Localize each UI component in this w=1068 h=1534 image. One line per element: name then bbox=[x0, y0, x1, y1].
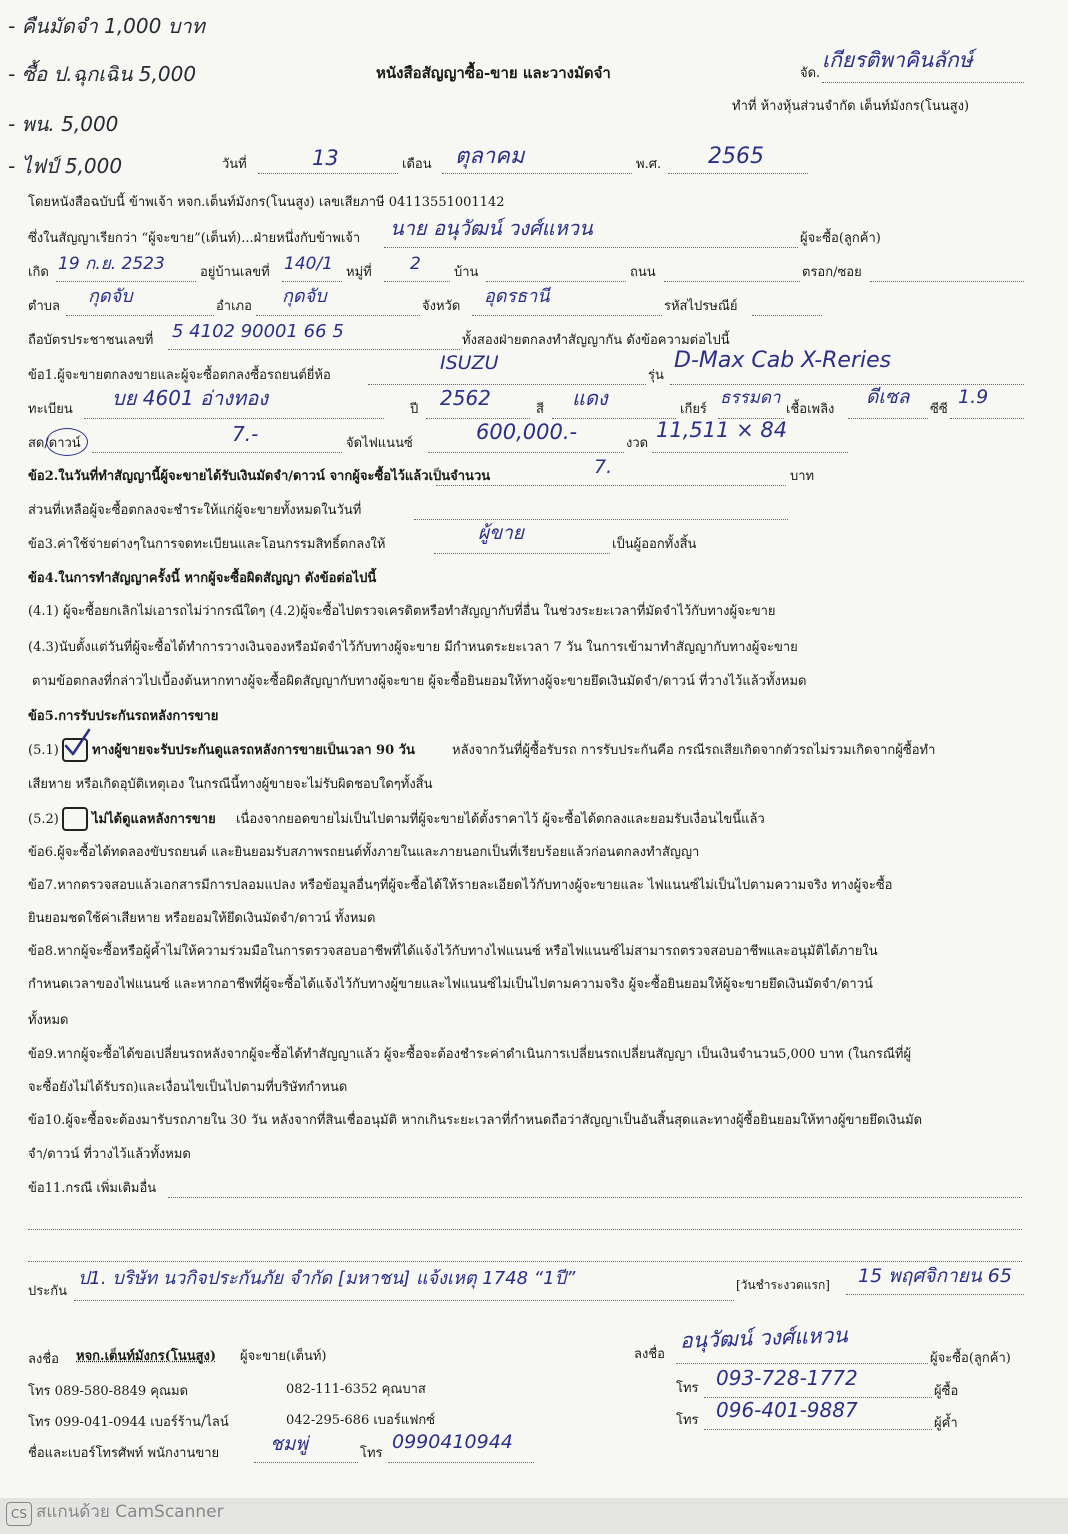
tambon-label: ตำบล bbox=[28, 299, 60, 314]
clause-4-1: (4.1) ผู้จะซื้อยกเลิกไม่เอารถไม่ว่ากรณีใดๆ (4.2)ผู้จะซื้อไปตรวจเครดิตหรือทำสัญญากับที่อื่น ในช่วงระยะเวลาที่มัดจำไว้กับทางผู้จะขาย bbox=[28, 604, 776, 619]
deposit-unit: บาท bbox=[790, 469, 815, 484]
born-line bbox=[56, 281, 196, 282]
staff-phone: 0990410944 bbox=[392, 1431, 513, 1453]
vehicle-fuel: ดีเซล bbox=[866, 386, 910, 408]
deposit-line bbox=[436, 485, 786, 486]
province-line bbox=[472, 315, 662, 316]
clause-8b: กำหนดเวลาของไฟแนนซ์ และหากอาชีพที่ผู้จะซื้อได้แจ้งไว้กับทางผู้ขายและไฟแนนซ์ไม่เป็นไปตามความจริง ผู้จะซื้อยินยอมให้ผู้จะขายยึดเงินมัดจำ/ดาวน์ bbox=[28, 977, 873, 992]
clause-7a: ข้อ7.หากตรวจสอบแล้วเอกสารมีการปลอมแปลง หรือข้อมูลอื่นๆที่ผู้จะซื้อได้ให้รายละเอียดไว้กับทางผู้จะขายและ ไฟแนนซ์ไม่เป็นไปตามความจริง ทางผู้จะซื้อ bbox=[28, 878, 893, 893]
staff-phone-label: โทร bbox=[360, 1446, 383, 1461]
gear-label: เกียร์ bbox=[680, 402, 707, 417]
down-line bbox=[92, 452, 342, 453]
issuer-line bbox=[822, 82, 1024, 83]
insurance-label: ประกัน bbox=[28, 1284, 67, 1299]
brand-line bbox=[368, 384, 646, 385]
seller-phone-1: โทร 089-580-8849 คุณมด bbox=[28, 1384, 189, 1399]
buyer-sign-label: ลงชื่อ bbox=[634, 1347, 665, 1362]
document-title: หนังสือสัญญาซื้อ-ขาย และวางมัดจำ bbox=[376, 64, 611, 82]
checkmark-icon bbox=[62, 728, 92, 758]
cc-line bbox=[950, 418, 1024, 419]
camscanner-logo-icon: CS bbox=[6, 1502, 32, 1526]
fuel-line bbox=[848, 418, 928, 419]
parties-line-1: โดยหนังสือฉบับนี้ ข้าพเจ้า หจก.เต็นท์มังกร(โนนสูง) เลขเสียภาษี 0411355100114​2 bbox=[28, 195, 505, 210]
clause-5-1-number: (5.1) bbox=[28, 743, 59, 758]
alley-line bbox=[870, 281, 1024, 282]
vehicle-model: D-Max Cab X-Reries bbox=[674, 348, 892, 373]
clause-5-1-continued: เสียหาย หรือเกิดอุบัติเหตุเอง ในกรณีนี้ทางผู้ขายจะไม่รับผิดชอบใดๆทั้งสิ้น bbox=[28, 777, 433, 792]
down-circle-mark bbox=[46, 428, 88, 456]
finance-line bbox=[428, 452, 624, 453]
finance-value: 600,000.- bbox=[476, 420, 578, 444]
seller-phone-2: 082-111-6352 คุณบาส bbox=[286, 1382, 426, 1397]
clause-11: ข้อ11.กรณี เพิ่มเติมอื่น bbox=[28, 1181, 157, 1196]
month-value: ตุลาคม bbox=[455, 144, 525, 169]
clause-11-line-2 bbox=[28, 1229, 1022, 1230]
no-warranty-checkbox[interactable] bbox=[62, 807, 88, 831]
moo-value: 2 bbox=[410, 254, 421, 274]
margin-note: - พน. 5,000 bbox=[8, 112, 119, 136]
payer-line bbox=[434, 553, 610, 554]
vehicle-year-line bbox=[426, 418, 530, 419]
installment-line bbox=[652, 452, 848, 453]
buyer-name-line bbox=[384, 247, 798, 248]
buyer-sign-line bbox=[676, 1363, 928, 1364]
clause-10b: จำ/ดาวน์ ที่วางไว้แล้วทั้งหมด bbox=[28, 1147, 191, 1162]
id-line bbox=[168, 349, 460, 350]
id-label: ถือบัตรประชาชนเลขที่ bbox=[28, 333, 154, 348]
vehicle-color: แดง bbox=[572, 386, 608, 410]
day-label: วันที่ bbox=[222, 157, 247, 172]
buyer-role-label: ผู้จะซื้อ(ลูกค้า) bbox=[800, 231, 881, 246]
born-value: 19 ก.ย. 2523 bbox=[58, 254, 165, 274]
guarantor-phone-line bbox=[704, 1429, 932, 1430]
plate-line bbox=[84, 418, 384, 419]
vehicle-cc: 1.9 bbox=[958, 386, 989, 408]
clause-9b: จะซื้อยังไม่ได้รับรถ)และเงื่อนไขเป็นไปตามที่บริษัทกำหนด bbox=[28, 1080, 348, 1095]
seller-phone-3: โทร 099-041-0944 เบอร์ร้าน/ไลน์ bbox=[28, 1415, 229, 1430]
clause-8c: ทั้งหมด bbox=[28, 1013, 69, 1028]
month-label: เดือน bbox=[402, 157, 432, 172]
seller-name: หจก.เต็นท์มังกร(โนนสูง) bbox=[76, 1349, 217, 1364]
clause-11-line-1 bbox=[168, 1197, 1022, 1198]
down-label: สด/ดาวน์ bbox=[28, 436, 81, 451]
buyer-role: ผู้จะซื้อ(ลูกค้า) bbox=[930, 1351, 1011, 1366]
clause-5-2-number: (5.2) bbox=[28, 812, 59, 827]
clause-10a: ข้อ10.ผู้จะซื้อจะต้องมารับรถภายใน 30 วัน หลังจากที่สินเชื่ออนุมัติ หากเกินระยะเวลาที่กำหนดถือว่าสัญญาเป็นอันสิ้นสุดและทางผู้ซื้อยินยอมให้ทางผู้ขายยึดเงินมัด bbox=[28, 1113, 923, 1128]
road-label: ถนน bbox=[630, 265, 656, 280]
plate-label: ทะเบียน bbox=[28, 402, 73, 417]
guarantor-phone-role: ผู้ค้ำ bbox=[934, 1416, 958, 1431]
finance-label: จัดไฟแนนซ์ bbox=[346, 436, 413, 451]
born-label: เกิด bbox=[28, 265, 49, 280]
first-due-label: [วันชำระงวดแรก] bbox=[736, 1278, 830, 1292]
vehicle-gear: ธรรมดา bbox=[720, 388, 781, 408]
clause-5-1-title: ทางผู้ขายจะรับประกันดูแลรถหลังการขายเป็นเวลา 90 วัน bbox=[92, 743, 415, 758]
margin-note: - คืนมัดจำ 1,000 บาท bbox=[8, 14, 205, 38]
amphoe-value: กุดจับ bbox=[282, 286, 327, 307]
clause-6: ข้อ6.ผู้จะซื้อได้ทดลองขับรถยนต์ และยินยอมรับสภาพรถยนต์ทั้งภายในและภายนอกเป็นที่เรียบร้อยแล้วก่อนตกลงทำสัญญา bbox=[28, 845, 700, 860]
issuer-value: เกียรติพาคินลักษ์ bbox=[822, 48, 973, 72]
clause-8a: ข้อ8.หากผู้จะซื้อหรือผู้ค้ำไม่ให้ความร่วมมือในการตรวจสอบอาชีพที่ได้แจ้งไว้กับทางไฟแนนซ์ หรือไฟแนนซ์ไม่สามารถตรวจสอบอาชีพและอนุมัติได้ภายใน bbox=[28, 944, 878, 959]
amphoe-line bbox=[256, 315, 420, 316]
zip-label: รหัสไปรษณีย์ bbox=[664, 299, 738, 314]
staff-name-line bbox=[254, 1462, 358, 1463]
moo-line bbox=[384, 281, 450, 282]
staff-label: ชื่อและเบอร์โทรศัพท์ พนักงานขาย bbox=[28, 1446, 220, 1461]
cc-label: ซีซี bbox=[930, 402, 948, 417]
vehicle-year: 2562 bbox=[440, 386, 491, 410]
year-label-vehicle: ปี bbox=[410, 402, 419, 417]
buyer-tel-label: โทร bbox=[676, 1381, 699, 1396]
clause-9a: ข้อ9.หากผู้จะซื้อได้ขอเปลี่ยนรถหลังจากผู้จะซื้อได้ทำสัญญาแล้ว ผู้จะซื้อจะต้องชำระค่าดำเนินการเปลี่ยนรถเปลี่ยนสัญญา เป็นเงินจำนวน5,000 บาท (ในกรณีที่ผู้ bbox=[28, 1047, 912, 1062]
month-line bbox=[442, 173, 632, 174]
clause-5-2-title: ไม่ได้ดูแลหลังการขาย bbox=[92, 812, 216, 827]
clause-2: ข้อ2.ในวันที่ทำสัญญานี้ผู้จะขายได้รับเงินมัดจำ/ดาวน์ จากผู้จะซื้อไว้แล้วเป็นจำนวน bbox=[28, 469, 491, 484]
clause-4-3a: (4.3)นับตั้งแต่วันที่ผู้จะซื้อได้ทำการวางเงินจองหรือมัดจำไว้กับทางผู้จะขาย มีกำหนดระยะเวลา 7 วัน ในการเข้ามาทำสัญญากับทางผู้จะขาย bbox=[28, 640, 798, 655]
guarantor-tel-label: โทร bbox=[676, 1413, 699, 1428]
seller-phone-4: 042-295-686 เบอร์แฟกซ์ bbox=[286, 1413, 436, 1428]
insurance-line bbox=[74, 1300, 734, 1301]
remaining-date-line bbox=[414, 519, 788, 520]
installment-value: 11,511 × 84 bbox=[656, 418, 788, 442]
color-label: สี bbox=[536, 402, 544, 417]
deposit-amount: 7. bbox=[594, 456, 613, 478]
clause-4-3b: ตามข้อตกลงที่กล่าวไปเบื้องต้นหากทางผู้จะซื้อผิดสัญญากับทางผู้จะขาย ผู้จะซื้อยินยอมให้ทางผู้จะขายยึดเงินมัดจำ/ดาวน์ ที่วางไว้แล้วทั้งหมด bbox=[32, 674, 807, 689]
zip-line bbox=[752, 315, 822, 316]
installment-label: งวด bbox=[626, 436, 649, 451]
village-line bbox=[486, 281, 626, 282]
road-line bbox=[664, 281, 800, 282]
clause-11-line-3 bbox=[28, 1261, 1022, 1262]
staff-name: ชมพู่ bbox=[270, 1433, 308, 1455]
province-value: อุดรธานี bbox=[484, 286, 550, 307]
house-value: 140/1 bbox=[284, 254, 333, 274]
first-due-value: 15 พฤศจิกายน 65 bbox=[858, 1265, 1012, 1287]
issuer-label: จัด. bbox=[800, 66, 821, 81]
staff-phone-line bbox=[388, 1462, 534, 1463]
id-suffix: ทั้งสองฝ่ายตกลงทำสัญญากัน ดังข้อความต่อไปนี้ bbox=[462, 333, 730, 348]
first-due-line bbox=[846, 1294, 1024, 1295]
parties-line-2-prefix: ซึ่งในสัญญาเรียกว่า “ผู้จะขาย”(เต็นท์)...ฝ่ายหนึ่งกับข้าพเจ้า bbox=[28, 231, 361, 246]
moo-label: หมู่ที่ bbox=[346, 265, 372, 280]
house-label: อยู่บ้านเลขที่ bbox=[200, 265, 270, 280]
fuel-label: เชื้อเพลิง bbox=[786, 402, 835, 417]
year-value: 2565 bbox=[708, 144, 764, 169]
province-label: จังหวัด bbox=[422, 299, 461, 314]
vehicle-brand: ISUZU bbox=[440, 352, 499, 374]
clause-1-label: ข้อ1.ผู้จะขายตกลงขายและผู้จะซื้อตกลงซื้อรถยนต์ยี่ห้อ bbox=[28, 368, 331, 383]
clause-3: ข้อ3.ค่าใช้จ่ายต่างๆในการจดทะเบียนและโอนกรรมสิทธิ์ตกลงให้ bbox=[28, 537, 386, 552]
seller-sign-label: ลงชื่อ bbox=[28, 1352, 59, 1367]
model-line bbox=[670, 384, 1024, 385]
buyer-phone: 093-728-1772 bbox=[716, 1366, 858, 1390]
model-label: รุ่น bbox=[648, 368, 664, 383]
place-text: ทำที่ ห้างหุ้นส่วนจำกัด เต็นท์มังกร(โนนสูง) bbox=[732, 99, 970, 114]
camscanner-watermark: สแกนด้วย CamScanner bbox=[36, 1502, 224, 1522]
clause-5-1-text: หลังจากวันที่ผู้ซื้อรับรถ การรับประกันคือ กรณีรถเสียเกิดจากตัวรถไม่รวมเกิดจากผู้ซื้อทำ bbox=[452, 743, 936, 758]
village-label: บ้าน bbox=[454, 265, 479, 280]
tambon-line bbox=[66, 315, 214, 316]
insurance-value: ป1. บริษัท นวกิจประกันภัย จำกัด [มหาชน] แจ้งเหตุ 1748 “1ปี” bbox=[78, 1268, 576, 1289]
id-number: 5 4102 90001 66 5 bbox=[172, 321, 344, 342]
clause-2-remaining: ส่วนที่เหลือผู้จะซื้อตกลงจะชำระให้แก่ผู้จะขายทั้งหมดในวันที่ bbox=[28, 503, 362, 518]
margin-note: - ไฟป์ 5,000 bbox=[8, 154, 123, 178]
buyer-name: นาย อนุวัฒน์ วงศ์แหวน bbox=[390, 216, 593, 240]
clause-3-suffix: เป็นผู้ออกทั้งสิ้น bbox=[612, 537, 697, 552]
amphoe-label: อำเภอ bbox=[216, 299, 252, 314]
alley-label: ตรอก/ซอย bbox=[802, 265, 862, 280]
buyer-signature: อนุวัฒน์ วงศ์แหวน bbox=[679, 1323, 849, 1353]
warranty-90-days-checkbox[interactable] bbox=[62, 738, 88, 762]
tambon-value: กุดจับ bbox=[88, 286, 133, 307]
margin-note: - ซื้อ ป.ฉุกเฉิน 5,000 bbox=[8, 62, 197, 86]
house-line bbox=[282, 281, 342, 282]
transfer-cost-payer: ผู้ขาย bbox=[478, 522, 524, 544]
clause-5: ข้อ5.การรับประกันรถหลังการขาย bbox=[28, 709, 219, 724]
buyer-phone-role: ผู้ซื้อ bbox=[934, 1384, 959, 1399]
day-value: 13 bbox=[312, 146, 339, 170]
vehicle-plate: บย 4601 อ่างทอง bbox=[112, 386, 268, 410]
year-line bbox=[668, 173, 808, 174]
day-line bbox=[258, 173, 398, 174]
guarantor-phone: 096-401-9887 bbox=[716, 1398, 858, 1422]
year-label: พ.ศ. bbox=[636, 157, 662, 172]
clause-7b: ยินยอมชดใช้ค่าเสียหาย หรือยอมให้ยึดเงินมัดจำ/ดาวน์ ทั้งหมด bbox=[28, 911, 376, 926]
clause-5-2-text: เนื่องจากยอดขายไม่เป็นไปตามที่ผู้จะขายได้ตั้งราคาไว้ ผู้จะซื้อได้ตกลงและยอมรับเงื่อนไขนี้แล้ว bbox=[236, 812, 765, 827]
seller-role: ผู้จะขาย(เต็นท์) bbox=[240, 1349, 327, 1364]
clause-4: ข้อ4.ในการทำสัญญาครั้งนี้ หากผู้จะซื้อผิดสัญญา ดังข้อต่อไปนี้ bbox=[28, 571, 377, 586]
down-value: 7.- bbox=[232, 422, 259, 446]
